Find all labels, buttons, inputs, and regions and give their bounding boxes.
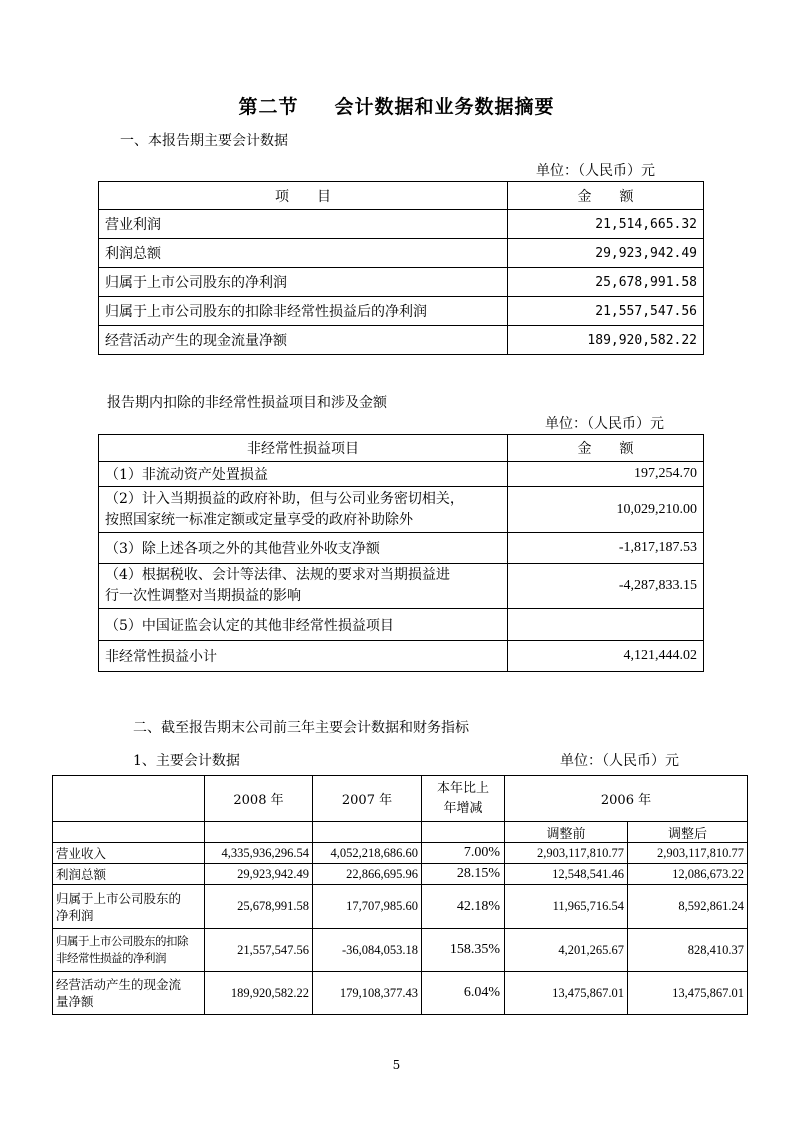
value-after: 12,086,673.22 [628, 864, 748, 885]
header-item: 非经常性损益项目 [99, 435, 508, 462]
table-row [99, 462, 704, 487]
header-2007: 2007 年 [313, 776, 422, 822]
value-after: 13,475,867.01 [628, 972, 748, 1015]
part2-unit: 单位：（人民币）元 [545, 416, 664, 432]
value-2007: 22,866,695.96 [313, 864, 422, 885]
table-row [99, 210, 704, 239]
table-header-row [99, 182, 704, 210]
table-row [99, 641, 704, 672]
row-label-line2: 按照国家统一标准定额或定量享受的政府补助除外 [105, 511, 413, 528]
header-change [422, 776, 505, 822]
table-row [99, 297, 704, 326]
row-value: 25,678,991.58 [508, 268, 704, 297]
table-subheader-row [53, 822, 748, 843]
row-label [53, 972, 205, 1015]
row-value: 21,557,547.56 [508, 297, 704, 326]
row-value: 10,029,210.00 [508, 487, 704, 533]
row-label: 营业收入 [53, 843, 205, 864]
value-before: 11,965,716.54 [505, 885, 628, 929]
header-blank [53, 776, 205, 822]
value-change: 42.18% [422, 885, 505, 929]
value-after: 2,903,117,810.77 [628, 843, 748, 864]
row-value: -1,817,187.53 [508, 533, 704, 564]
header-amount: 金 额 [508, 182, 704, 210]
section-number: 第二节 [238, 96, 299, 118]
value-change: 7.00% [422, 843, 505, 864]
row-label: 利润总额 [99, 239, 508, 268]
value-before: 4,201,265.67 [505, 929, 628, 972]
value-before: 13,475,867.01 [505, 972, 628, 1015]
value-before: 2,903,117,810.77 [505, 843, 628, 864]
row-label-line2: 非经常性损益的净利润 [56, 951, 166, 965]
table-row [53, 864, 748, 885]
part1-heading: 一、本报告期主要会计数据 [120, 133, 288, 149]
table-row [99, 268, 704, 297]
row-label-line1: （4）根据税收、会计等法律、法规的要求对当期损益进 [105, 567, 450, 583]
row-label [99, 564, 508, 609]
header-change-line1: 本年比上 [436, 780, 489, 796]
row-label: 经营活动产生的现金流量净额 [99, 326, 508, 355]
row-label: （1）非流动资产处置损益 [99, 462, 508, 487]
table-row [53, 972, 748, 1015]
table-header-row [99, 435, 704, 462]
value-change: 28.15% [422, 864, 505, 885]
table-row [99, 326, 704, 355]
row-value: 21,514,665.32 [508, 210, 704, 239]
page-title [0, 92, 793, 119]
accounting-data-table [98, 181, 704, 355]
three-year-table [52, 775, 748, 1015]
row-value: 29,923,942.49 [508, 239, 704, 268]
row-label [53, 885, 205, 929]
part2-heading: 报告期内扣除的非经常性损益项目和涉及金额 [107, 395, 387, 411]
row-label: （5）中国证监会认定的其他非经常性损益项目 [99, 609, 508, 641]
page-number: 5 [392, 1058, 401, 1072]
header-after-adjust: 调整后 [628, 822, 748, 843]
non-recurring-table [98, 434, 704, 672]
table-row [53, 885, 748, 929]
row-label-line1: 经营活动产生的现金流 [56, 977, 182, 992]
header-change-line2: 年增减 [443, 800, 483, 816]
section-name: 会计数据和业务数据摘要 [334, 96, 555, 118]
row-label: 营业利润 [99, 210, 508, 239]
row-value [508, 609, 704, 641]
row-label-line2: 净利润 [56, 907, 94, 923]
header-amount: 金 额 [508, 435, 704, 462]
value-2008: 21,557,547.56 [205, 929, 313, 972]
row-value: -4,287,833.15 [508, 564, 704, 609]
value-after: 8,592,861.24 [628, 885, 748, 929]
row-label-line1: （2）计入当期损益的政府补助，但与公司业务密切相关， [105, 490, 464, 507]
row-label: 非经常性损益小计 [99, 641, 508, 672]
table-row [53, 843, 748, 864]
row-value: 197,254.70 [508, 462, 704, 487]
part3-unit: 单位：（人民币）元 [560, 753, 679, 769]
value-2008: 29,923,942.49 [205, 864, 313, 885]
value-2007: 4,052,218,686.60 [313, 843, 422, 864]
value-before: 12,548,541.46 [505, 864, 628, 885]
header-2008: 2008 年 [205, 776, 313, 822]
header-2006: 2006 年 [505, 776, 748, 822]
row-label: 归属于上市公司股东的净利润 [99, 268, 508, 297]
row-value: 189,920,582.22 [508, 326, 704, 355]
row-label [53, 929, 205, 972]
value-after: 828,410.37 [628, 929, 748, 972]
table-row [99, 239, 704, 268]
subheader-blank [422, 822, 505, 843]
table-row [53, 929, 748, 972]
subheader-blank [53, 822, 205, 843]
row-label-line2: 行一次性调整对当期损益的影响 [105, 588, 301, 604]
value-2008: 4,335,936,296.54 [205, 843, 313, 864]
row-label: 归属于上市公司股东的扣除非经常性损益后的净利润 [99, 297, 508, 326]
subheader-blank [205, 822, 313, 843]
part3-subheading: 1、主要会计数据 [133, 753, 240, 769]
row-label: 利润总额 [53, 864, 205, 885]
table-header-row [53, 776, 748, 822]
row-value: 4,121,444.02 [508, 641, 704, 672]
row-label-line1: 归属于上市公司股东的扣除 [56, 934, 188, 948]
table-row [99, 487, 704, 533]
row-label-line2: 量净额 [56, 994, 94, 1009]
value-2008: 189,920,582.22 [205, 972, 313, 1015]
value-2007: 179,108,377.43 [313, 972, 422, 1015]
value-2007: -36,084,053.18 [313, 929, 422, 972]
value-2008: 25,678,991.58 [205, 885, 313, 929]
value-change: 158.35% [422, 929, 505, 972]
header-item: 项 目 [99, 182, 508, 210]
subheader-blank [313, 822, 422, 843]
value-2007: 17,707,985.60 [313, 885, 422, 929]
row-label [99, 487, 508, 533]
header-before-adjust: 调整前 [505, 822, 628, 843]
row-label: （3）除上述各项之外的其他营业外收支净额 [99, 533, 508, 564]
table-row [99, 609, 704, 641]
table-row [99, 564, 704, 609]
part3-heading: 二、截至报告期末公司前三年主要会计数据和财务指标 [133, 720, 469, 736]
row-label-line1: 归属于上市公司股东的 [56, 890, 182, 906]
part1-unit: 单位：（人民币）元 [536, 163, 655, 179]
table-row [99, 533, 704, 564]
value-change: 6.04% [422, 972, 505, 1015]
